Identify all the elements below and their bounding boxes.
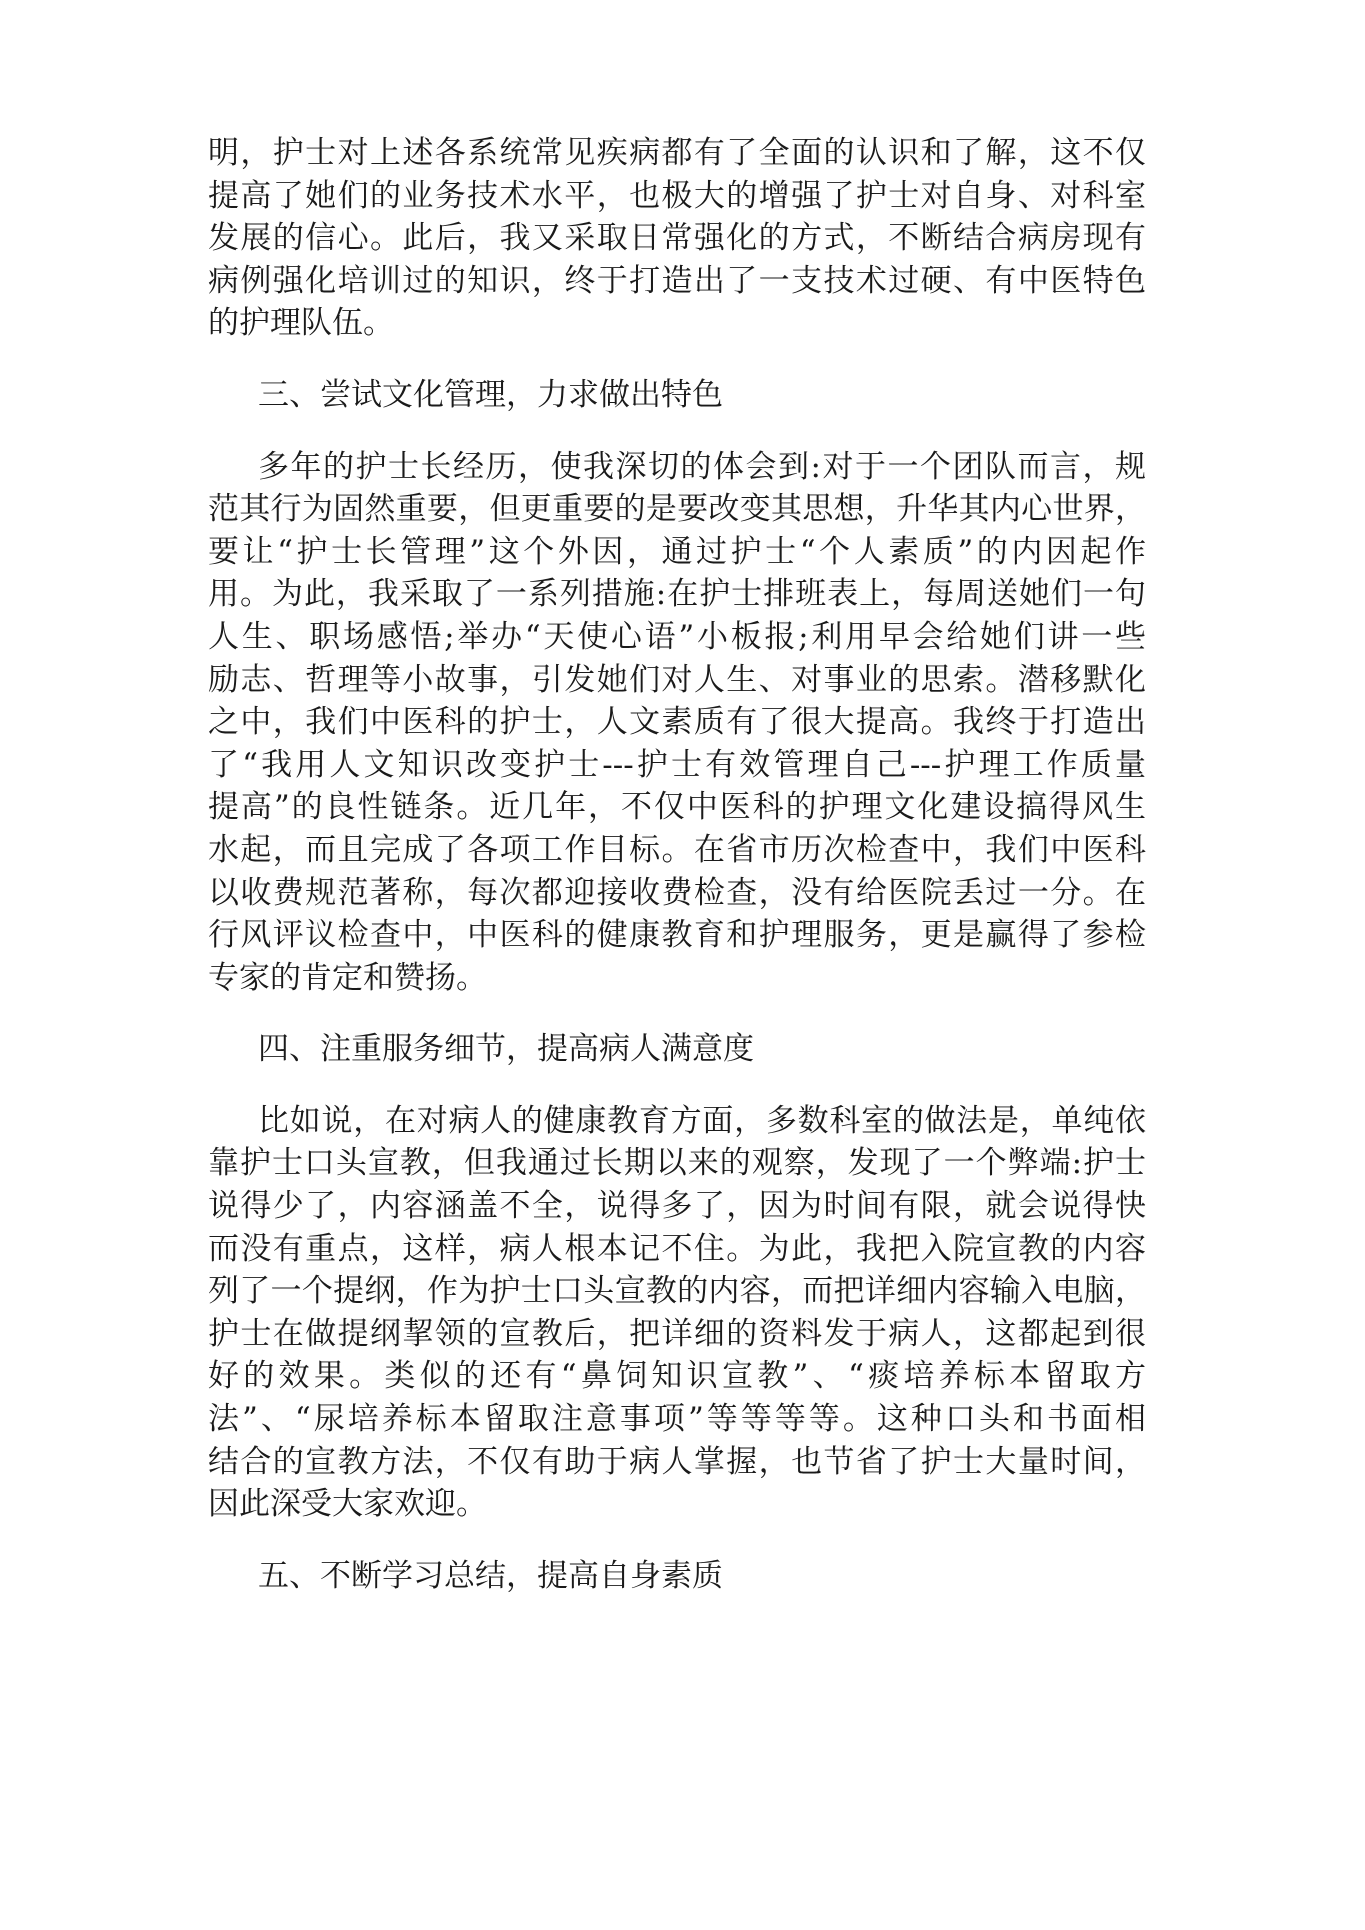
- text-line: 而没有重点，这样，病人根本记不住。为此，我把入院宣教的内容: [208, 1230, 1146, 1267]
- text-line: 励志、哲理等小故事，引发她们对人生、对事业的思索。潜移默化: [208, 661, 1146, 698]
- text-line: 法”、“尿培养标本留取注意事项”等等等等。这种口头和书面相: [208, 1401, 1146, 1438]
- text-line: 护士在做提纲挈领的宣教后，把详细的资料发于病人，这都起到很: [208, 1315, 1146, 1352]
- text-line: 因此深受大家欢迎。: [208, 1486, 487, 1523]
- paragraph-2: [208, 446, 1146, 1000]
- text-line: 靠护士口头宣教，但我通过长期以来的观察，发现了一个弊端:护士: [208, 1145, 1146, 1182]
- text-line: 专家的肯定和赞扬。: [208, 959, 487, 996]
- text-line: 人生、职场感悟;举办“天使心语”小板报;利用早会给她们讲一些: [208, 618, 1146, 655]
- text-line: 之中，我们中医科的护士，人文素质有了很大提高。我终于打造出: [208, 704, 1146, 741]
- text-line: 了“我用人文知识改变护士---护士有效管理自己---护理工作质量: [208, 746, 1146, 783]
- text-line: 提高”的良性链条。近几年，不仅中医科的护理文化建设搞得风生: [208, 789, 1146, 826]
- text-line: 多年的护士长经历，使我深切的体会到:对于一个团队而言，规: [258, 448, 1146, 485]
- section-heading-3: [208, 374, 1146, 417]
- paragraph-3: [208, 1100, 1146, 1526]
- heading-text: 三、尝试文化管理，力求做出特色: [258, 376, 723, 413]
- heading-text: 四、注重服务细节，提高病人满意度: [258, 1031, 754, 1068]
- text-line: 说得少了，内容涵盖不全，说得多了，因为时间有限，就会说得快: [208, 1188, 1146, 1225]
- document-page: [208, 132, 1146, 1597]
- text-line: 以收费规范著称，每次都迎接收费检查，没有给医院丢过一分。在: [208, 874, 1146, 911]
- text-line: 病例强化培训过的知识，终于打造出了一支技术过硬、有中医特色: [208, 262, 1146, 299]
- text-line: 要让“护士长管理”这个外因，通过护士“个人素质”的内因起作: [208, 533, 1146, 570]
- text-line: 的护理队伍。: [208, 305, 394, 342]
- section-heading-5: [208, 1555, 1146, 1598]
- text-line: 用。为此，我采取了一系列措施:在护士排班表上，每周送她们一句: [208, 576, 1146, 613]
- text-line: 列了一个提纲，作为护士口头宣教的内容，而把详细内容输入电脑，: [208, 1273, 1146, 1310]
- text-line: 明，护士对上述各系统常见疾病都有了全面的认识和了解，这不仅: [208, 135, 1146, 171]
- text-line: 结合的宣教方法，不仅有助于病人掌握，也节省了护士大量时间，: [208, 1443, 1146, 1480]
- paragraph-1: [208, 132, 1146, 345]
- text-line: 比如说，在对病人的健康教育方面，多数科室的做法是，单纯依: [258, 1102, 1146, 1139]
- text-line: 水起，而且完成了各项工作目标。在省市历次检查中，我们中医科: [208, 831, 1146, 868]
- text-line: 好的效果。类似的还有“鼻饲知识宣教”、“痰培养标本留取方: [208, 1358, 1146, 1395]
- text-line: 范其行为固然重要，但更重要的是要改变其思想，升华其内心世界，: [208, 491, 1146, 528]
- heading-text: 五、不断学习总结，提高自身素质: [258, 1557, 723, 1594]
- text-line: 提高了她们的业务技术水平，也极大的增强了护士对自身、对科室: [208, 177, 1146, 214]
- text-line: 行风评议检查中，中医科的健康教育和护理服务，更是赢得了参检: [208, 917, 1146, 954]
- section-heading-4: [208, 1028, 1146, 1071]
- text-line: 发展的信心。此后，我又采取日常强化的方式，不断结合病房现有: [208, 220, 1146, 257]
